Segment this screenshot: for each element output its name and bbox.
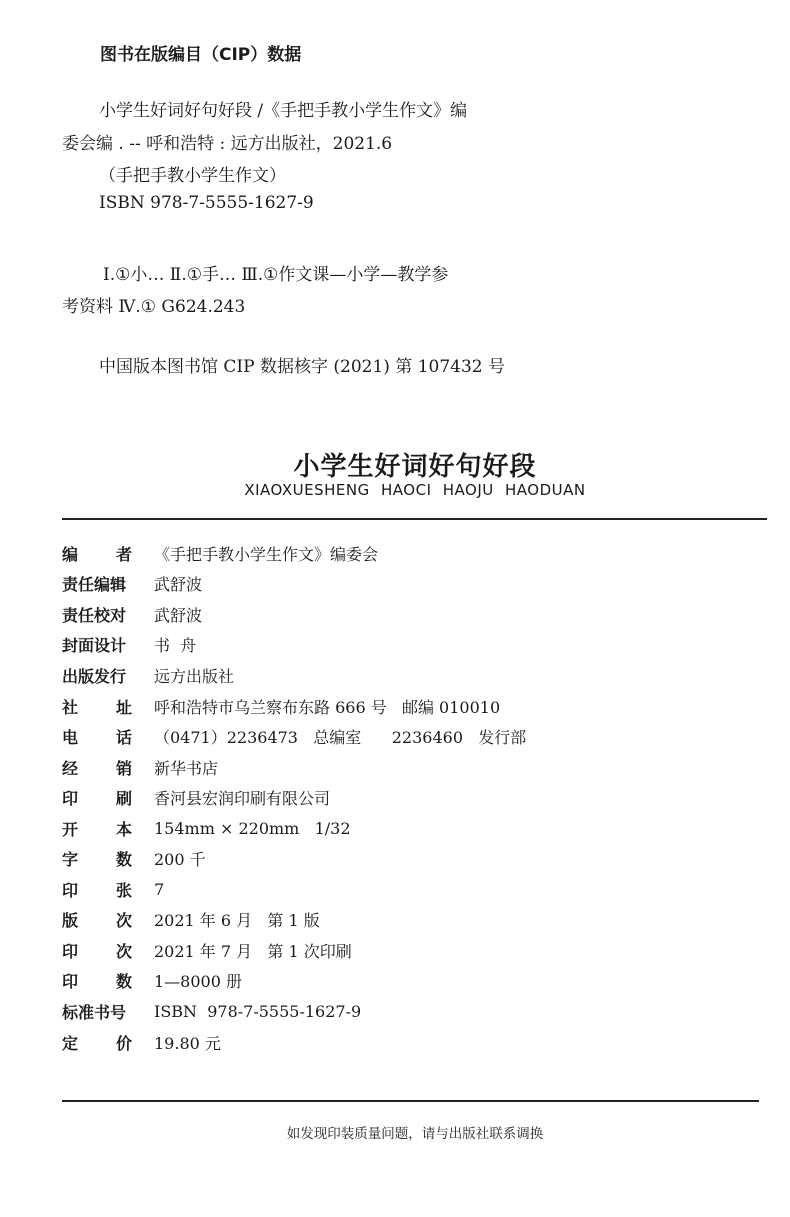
colophon-row xyxy=(62,935,526,966)
colophon-row xyxy=(62,905,526,936)
colophon-row xyxy=(62,721,526,752)
colophon-table xyxy=(62,538,526,1057)
colophon-label: 责任校对 xyxy=(62,605,127,625)
colophon-row xyxy=(62,691,526,722)
colophon-value: 2021 年 6 月 第 1 版 xyxy=(154,911,320,931)
colophon-label: 封面设计 xyxy=(62,636,127,656)
colophon-value: 《手把手教小学生作文》编委会 xyxy=(154,544,379,564)
colophon-label: 标准书号 xyxy=(62,1002,127,1022)
book-subtitle-pinyin: XIAOXUESHENG HAOCI HAOJU HAODUAN xyxy=(244,481,586,499)
cip-subject-line: Ⅰ.①小… Ⅱ.①手… Ⅲ.①作文课—小学—教学参 xyxy=(103,265,449,285)
colophon-value: 新华书店 xyxy=(154,758,219,778)
colophon-label: 印 张 xyxy=(62,880,132,900)
colophon-row xyxy=(62,752,526,783)
colophon-value: 武舒波 xyxy=(154,605,203,625)
colophon-row xyxy=(62,813,526,844)
colophon-value: 200 千 xyxy=(154,850,206,870)
cip-line-1: 小学生好词好句好段 /《手把手教小学生作文》编 xyxy=(99,101,468,121)
colophon-label: 编 者 xyxy=(62,544,132,564)
cip-classification-line: 考资料 Ⅳ.① G624.243 xyxy=(62,297,246,317)
colophon-label: 经 销 xyxy=(62,758,132,778)
cip-record-number: 中国版本图书馆 CIP 数据核字 (2021) 第 107432 号 xyxy=(99,357,506,377)
colophon-value: 7 xyxy=(154,879,165,899)
colophon-value: 1—8000 册 xyxy=(154,972,242,992)
colophon-label: 出版发行 xyxy=(62,666,127,686)
colophon-label: 责任编辑 xyxy=(62,575,127,595)
colophon-label: 印 数 xyxy=(62,972,132,992)
colophon-row xyxy=(62,660,526,691)
colophon-value: 武舒波 xyxy=(154,575,203,595)
colophon-row xyxy=(62,996,526,1027)
colophon-value: 书 舟 xyxy=(154,636,197,656)
bottom-divider xyxy=(62,1100,759,1102)
cip-isbn-line: ISBN 978-7-5555-1627-9 xyxy=(99,193,314,213)
colophon-label: 字 数 xyxy=(62,850,132,870)
colophon-row xyxy=(62,538,526,569)
colophon-value: 154mm × 220mm 1/32 xyxy=(154,818,351,838)
colophon-value: 呼和浩特市乌兰察布东路 666 号 邮编 010010 xyxy=(154,697,501,717)
colophon-label: 电 话 xyxy=(62,728,132,748)
colophon-value: 2021 年 7 月 第 1 次印刷 xyxy=(154,941,352,961)
colophon-label: 定 价 xyxy=(62,1033,132,1053)
colophon-value: ISBN 978-7-5555-1627-9 xyxy=(154,1001,362,1021)
colophon-value: 远方出版社 xyxy=(154,666,235,686)
colophon-value: 香河县宏润印刷有限公司 xyxy=(154,789,331,809)
colophon-label: 印 刷 xyxy=(62,789,132,809)
colophon-row xyxy=(62,599,526,630)
colophon-row xyxy=(62,630,526,661)
colophon-label: 版 次 xyxy=(62,911,132,931)
top-divider xyxy=(62,518,767,520)
colophon-row xyxy=(62,1027,526,1058)
colophon-value: （0471）2236473 总编室 2236460 发行部 xyxy=(154,728,527,748)
colophon-label: 开 本 xyxy=(62,819,132,839)
colophon-label: 印 次 xyxy=(62,941,132,961)
colophon-row xyxy=(62,569,526,600)
colophon-row xyxy=(62,843,526,874)
cip-heading: 图书在版编目（CIP）数据 xyxy=(100,45,302,65)
colophon-row xyxy=(62,874,526,905)
colophon-value: 19.80 元 xyxy=(154,1033,221,1053)
book-title: 小学生好词好句好段 xyxy=(293,452,537,482)
cip-line-2: 委会编 . -- 呼和浩特 : 远方出版社，2021.6 xyxy=(62,134,393,154)
cip-line-3: （手把手教小学生作文） xyxy=(99,166,286,186)
footer-notice: 如发现印装质量问题，请与出版社联系调换 xyxy=(286,1126,544,1142)
colophon-row xyxy=(62,966,526,997)
colophon-row xyxy=(62,782,526,813)
colophon-label: 社 址 xyxy=(62,697,132,717)
